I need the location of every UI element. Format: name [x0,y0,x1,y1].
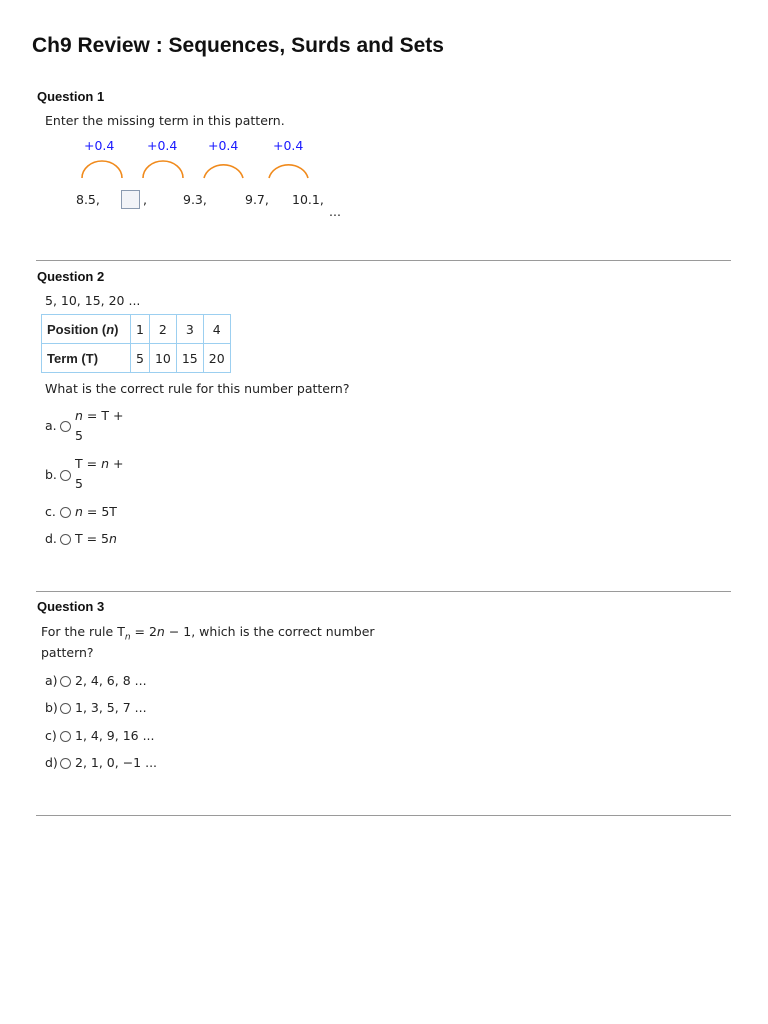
table-row-position [42,315,231,344]
term-ellipsis: ... [329,204,341,219]
option-d-letter: d. [45,531,57,546]
q3-option-b-radio[interactable] [60,703,71,714]
table-cell: 5 [131,344,150,373]
term-4: 9.7, [245,192,269,207]
q3-option-d-radio[interactable] [60,758,71,769]
q3-option-a-radio[interactable] [60,676,71,687]
term-5: 10.1, [292,192,324,207]
q3-option-a-letter: a) [45,673,58,688]
option-a-line2: 5 [75,428,83,443]
row-label-position: Position (n) [42,315,131,344]
option-c-letter: c. [45,504,56,519]
option-b-letter: b. [45,467,57,482]
option-a-radio[interactable] [60,421,71,432]
table-cell: 15 [176,344,203,373]
q3-option-a-text: 2, 4, 6, 8 ... [75,673,147,688]
pattern-table [41,314,231,373]
table-cell: 1 [131,315,150,344]
q3-option-d-text: 2, 1, 0, −1 ... [75,755,158,770]
step-label-1: +0.4 [84,138,115,153]
option-b-radio[interactable] [60,470,71,481]
question-2-prompt: What is the correct rule for this number pattern? [45,381,350,396]
q3-option-c-text: 1, 4, 9, 16 ... [75,728,155,743]
option-a-line1: n = T + [75,408,124,423]
table-cell: 2 [149,315,176,344]
question-2-heading: Question 2 [37,269,105,284]
step-arc-3 [204,165,243,178]
step-arcs [78,156,318,182]
option-b-line1: T = n + [75,456,124,471]
step-arc-2 [143,161,183,178]
option-b-line2: 5 [75,476,83,491]
table-cell: 10 [149,344,176,373]
step-label-3: +0.4 [208,138,239,153]
option-c-radio[interactable] [60,507,71,518]
option-a-letter: a. [45,418,57,433]
table-cell: 20 [203,344,230,373]
missing-term-input[interactable] [121,190,140,209]
table-cell: 3 [176,315,203,344]
question-1-heading: Question 1 [37,89,105,104]
q3-option-b-text: 1, 3, 5, 7 ... [75,700,147,715]
divider-1 [36,260,731,261]
q3-option-b-letter: b) [45,700,58,715]
divider-2 [36,591,731,592]
question-3-heading: Question 3 [37,599,105,614]
step-label-4: +0.4 [273,138,304,153]
q3-option-c-letter: c) [45,728,57,743]
step-arc-4 [269,165,308,178]
question-1-prompt: Enter the missing term in this pattern. [45,113,285,128]
page-title: Ch9 Review : Sequences, Surds and Sets [32,34,444,57]
step-label-2: +0.4 [147,138,178,153]
option-d-radio[interactable] [60,534,71,545]
option-c-text: n = 5T [75,504,117,519]
question-2-sequence: 5, 10, 15, 20 ... [45,293,141,308]
row-label-term: Term (T) [42,344,131,373]
question-3-prompt-line2: pattern? [41,645,94,660]
divider-3 [36,815,731,816]
option-d-text: T = 5n [75,531,117,546]
q3-option-c-radio[interactable] [60,731,71,742]
table-cell: 4 [203,315,230,344]
term-3: 9.3, [183,192,207,207]
step-arc-1 [82,161,122,178]
question-3-prompt: For the rule $T_n = 2n - 1$, which is the correct number [41,624,375,643]
q3-option-d-letter: d) [45,755,58,770]
table-row-term [42,344,231,373]
term-1: 8.5, [76,192,100,207]
term-comma: , [143,192,147,207]
